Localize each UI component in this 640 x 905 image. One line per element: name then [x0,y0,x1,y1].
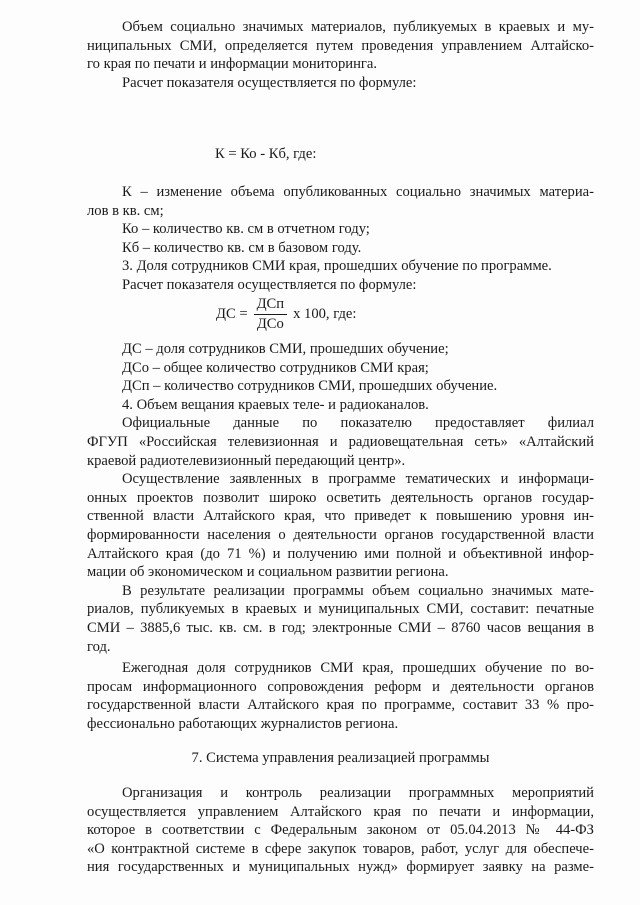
text-line: которое в соответствии с Федеральным законом от 05.04.2013 № 44-ФЗ [87,822,594,839]
text-line: 3. Доля сотрудников СМИ края, прошедших обучение по программе. [122,258,552,275]
text-line: Кб – количество кв. см в базовом году. [122,239,362,256]
text-line: год. [87,638,111,655]
text-line: формированности населения о деятельности органов государственной власти [87,527,594,543]
text-line: ФГУП «Российская телевизионная и радиовещательная сеть» «Алтайский [87,434,594,450]
text-line: СМИ – 3885,6 тыс. кв. см. в год; электронные СМИ – 8760 часов вещания в [87,620,594,636]
text-line: ственной власти Алтайского края, что приведет к повышению уровня ин- [87,508,594,525]
formula-ds-denominator: ДСо [256,315,284,332]
text-line: Расчет показателя осуществляется по формуле: [122,74,417,91]
text-line: ниципальных СМИ, определяется путем проведения управлением Алтайско- [87,37,594,54]
text-line: Осуществление заявленных в программе тематических и информаци- [122,471,594,488]
text-line: онных проектов позволит широко осветить деятельность органов государ- [87,489,594,506]
text-line: риалов, публикуемых в краевых и муниципальных СМИ, составит: печатные [87,601,594,618]
text-line: «О контрактной системе в сфере закупок товаров, работ, услуг для обеспече- [87,840,594,857]
text-line: ния государственных и муниципальных нужд» формирует заявку на разме- [87,859,594,876]
text-line: осуществляется управлением Алтайского края по печати и информации, [87,803,594,820]
text-line: го края по печати и информации мониторинга. [87,56,378,73]
text-line: 4. Объем вещания краевых теле- и радиоканалов. [122,396,429,413]
text-line: В результате реализации программы объем социально значимых мате- [122,582,594,599]
text-line: Расчет показателя осуществляется по формуле: [122,277,417,293]
text-line: краевой радиотелевизионный передающий центр». [87,452,406,469]
text-line: мации об экономическом и социальном развитии региона. [87,564,449,581]
formula-k: К = Ко - Кб, где: [215,146,317,162]
text-line: лов в кв. см; [87,202,164,219]
text-line: Ежегодная доля сотрудников СМИ края, прошедших обучение по во- [122,660,594,676]
text-line: Ко – количество кв. см в отчетном году; [122,221,370,238]
text-line: Организация и контроль реализации программных мероприятий [122,785,594,801]
formula-ds-fraction [254,296,288,333]
section-heading: 7. Система управления реализацией программы [191,750,490,766]
text-line: Объем социально значимых материалов, публикуемых в краевых и му- [122,19,594,35]
text-line: ДСо – общее количество сотрудников СМИ края; [122,359,429,376]
text-line: государственной власти Алтайского края по программе, составит 33 % про- [87,697,594,714]
text-line: Официальные данные по показателю предоставляет филиал [122,415,594,432]
text-line: Алтайского края (до 71 %) и получению ими полной и объективной инфор- [87,545,594,562]
formula-ds [216,293,356,335]
text-line: просам информационного сопровождения реформ и деятельности органов [87,678,594,695]
text-line: К – изменение объема опубликованных социально значимых материа- [122,184,594,200]
text-line: ДСп – количество сотрудников СМИ, прошедших обучение. [122,378,498,395]
formula-ds-rhs: x 100, где: [293,305,357,322]
formula-ds-lhs: ДС = [216,305,248,322]
formula-ds-numerator: ДСп [254,296,288,315]
text-line: фессионально работающих журналистов региона. [87,715,399,732]
text-line: ДС – доля сотрудников СМИ, прошедших обучение; [122,341,449,357]
